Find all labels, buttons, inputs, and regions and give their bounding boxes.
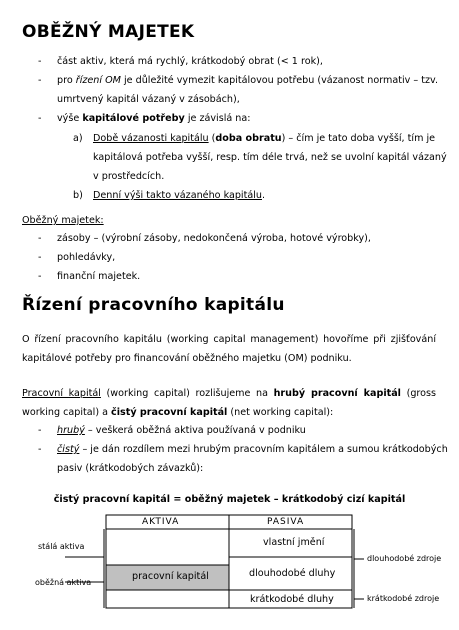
paragraph-line: Pracovní kapitál (working capital) rozlišujeme na hrubý pracovní kapitál (gross	[22, 388, 437, 399]
subheading-obezny-majetek: Oběžný majetek:	[22, 215, 104, 226]
label-stala-aktiva: stálá aktiva	[38, 542, 85, 551]
bullet-dash: -	[38, 444, 42, 455]
bullet-text: výše kapitálové potřeby je závislá na:	[57, 113, 251, 124]
bullet-text-continuation: umrtvený kapitál vázaný v zásobách),	[57, 94, 240, 105]
bullet-text: finanční majetek.	[57, 271, 141, 282]
formula-cisty-pracovni-kapital: čistý pracovní kapitál = oběžný majetek – krátkodobý cizí kapitál	[53, 494, 406, 505]
bullet-dash: -	[38, 113, 42, 124]
cell-kratkodobe-dluhy: krátkodobé dluhy	[250, 594, 334, 605]
list-item-b: Denní výši takto vázaného kapitálu.	[93, 190, 266, 201]
cell-vlastni-jmeni: vlastní jmění	[263, 537, 325, 548]
bullet-dash: -	[38, 75, 42, 86]
bullet-dash: -	[38, 271, 42, 282]
bullet-text: pro řízení OM je důležité vymezit kapitálovou potřebu (vázanost normativ – tzv.	[57, 75, 439, 86]
section-title-rizeni-pracovniho-kapitalu: Řízení pracovního kapitálu	[22, 295, 285, 315]
bullet-text: hrubý – veškerá oběžná aktiva používaná v podniku	[57, 425, 306, 436]
bullet-dash: -	[38, 56, 42, 67]
list-item-a-continuation: kapitálová potřeba vyšší, resp. tím déle trvá, než se uvolní kapitál vázaný	[93, 152, 447, 163]
section-title-obezny-majetek: OBĚŽNÝ MAJETEK	[22, 22, 195, 42]
list-item-a-continuation: v prostředcích.	[93, 171, 165, 182]
list-marker-a: a)	[73, 133, 83, 144]
label-dlouhodobe-zdroje: dlouhodobé zdroje	[367, 554, 442, 563]
bullet-dash: -	[38, 425, 42, 436]
paragraph-line: working capital) a čistý pracovní kapitál (net working capital):	[22, 407, 334, 418]
label-kratkodobe-zdroje: krátkodobé zdroje	[367, 594, 440, 603]
bullet-text: část aktiv, která má rychlý, krátkodobý obrat (< 1 rok),	[57, 56, 323, 67]
bullet-text: čistý – je dán rozdílem mezi hrubým pracovním kapitálem a sumou krátkodobých	[57, 444, 448, 455]
bullet-text-continuation: pasiv (krátkodobých závazků):	[57, 463, 204, 474]
cell-dlouhodobe-dluhy: dlouhodobé dluhy	[249, 568, 336, 579]
bullet-dash: -	[38, 233, 42, 244]
bullet-text: pohledávky,	[57, 252, 116, 263]
label-obezna-aktiva: oběžná aktiva	[35, 578, 92, 587]
list-marker-b: b)	[73, 190, 83, 201]
paragraph-line: kapitálové potřeby pro financování oběžného majetku (OM) podniku.	[22, 353, 352, 364]
diagram-header-pasiva: PASIVA	[267, 517, 305, 527]
bullet-text: zásoby – (výrobní zásoby, nedokončená výroba, hotové výrobky),	[57, 233, 371, 244]
paragraph-line: O řízení pracovního kapitálu (working capital management) hovoříme při zjišťování	[22, 334, 436, 345]
bullet-dash: -	[38, 252, 42, 263]
diagram-header-aktiva: AKTIVA	[142, 517, 180, 527]
cell-pracovni-kapital: pracovní kapitál	[132, 571, 209, 582]
list-item-a: Době vázanosti kapitálu (doba obratu) – čím je tato doba vyšší, tím je	[93, 133, 436, 144]
